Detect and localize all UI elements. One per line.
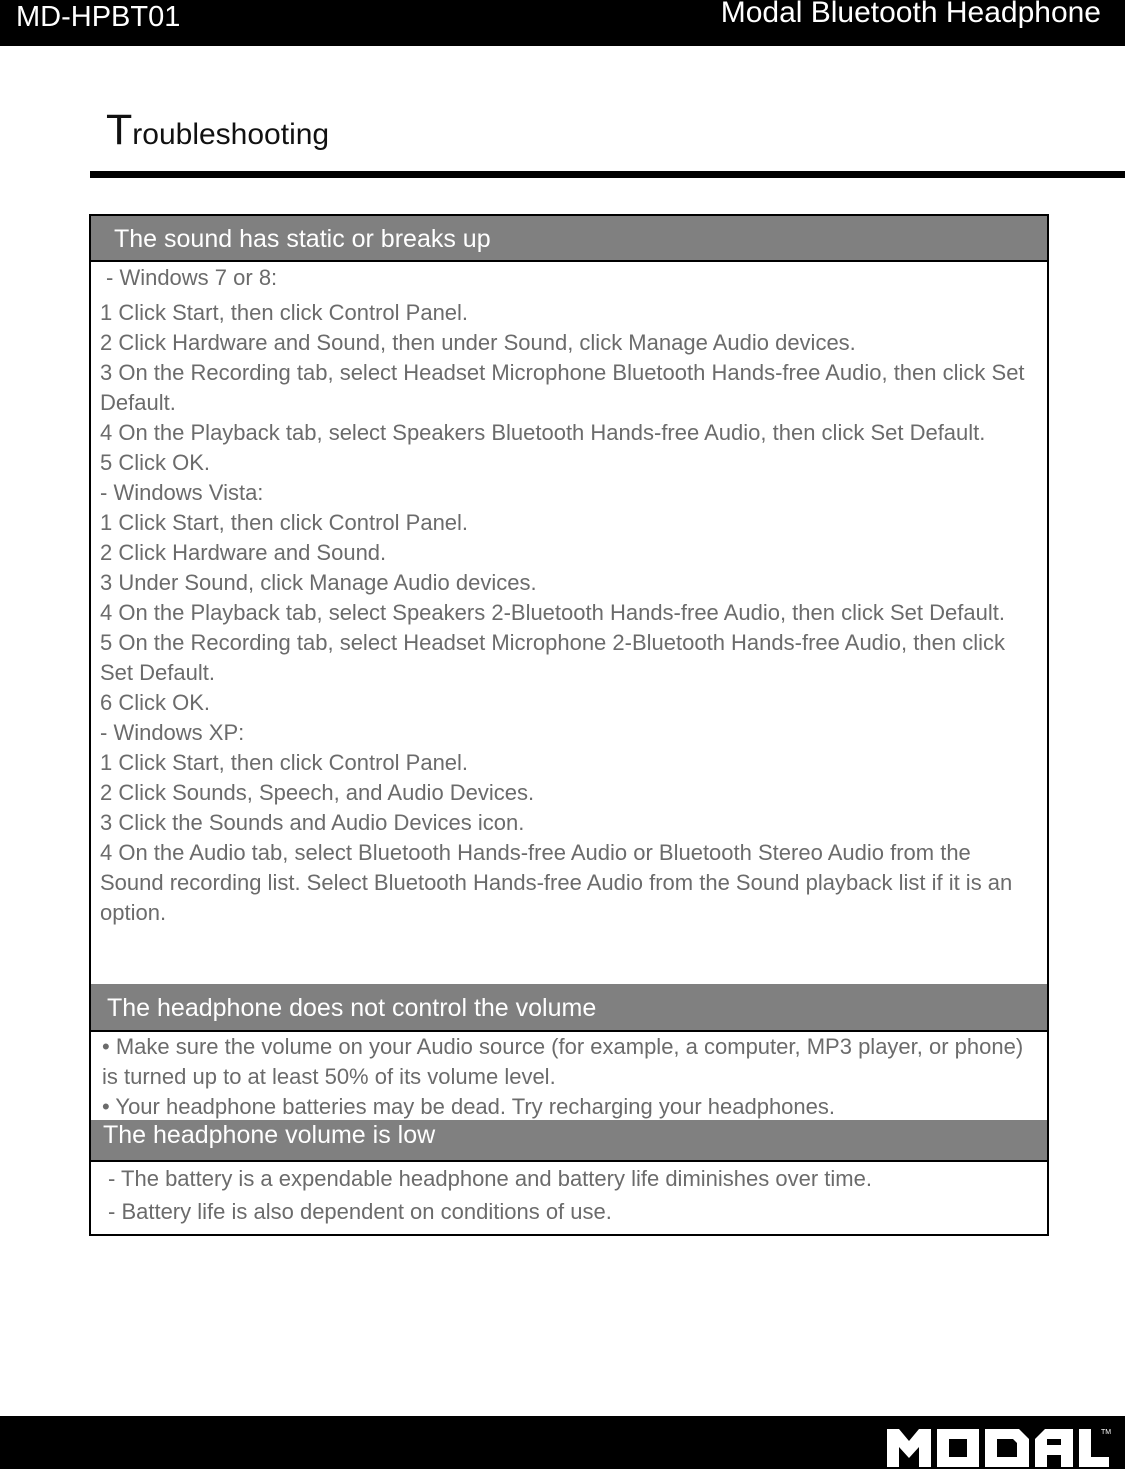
instruction-line: 3 On the Recording tab, select Headset Microphone Bluetooth Hands-free Audio, then click Set Default. [100,360,1025,415]
section-heading-static: The sound has static or breaks up [91,216,1047,262]
header-bar [0,0,1125,46]
instruction-line: - Windows Vista: [100,480,264,505]
page-title [106,108,329,157]
instruction-line: 4 On the Audio tab, select Bluetooth Hands-free Audio or Bluetooth Stereo Audio from the Sound recording list. Select Bluetooth Hands-free Audio from the Sound playback list if it is an option. [100,840,1013,925]
page-title-initial: T [106,106,133,154]
tip-line: - Battery life is also dependent on conditions of use. [108,1199,612,1224]
instruction-line: 4 On the Playback tab, select Speakers 2-Bluetooth Hands-free Audio, then click Set Default. [100,600,1005,625]
instruction-line: 2 Click Sounds, Speech, and Audio Devices. [100,780,535,805]
instruction-line: 5 On the Recording tab, select Headset Microphone 2-Bluetooth Hands-free Audio, then click Set Default. [100,630,1005,685]
troubleshooting-table [89,214,1049,1236]
instruction-line: 1 Click Start, then click Control Panel. [100,300,469,325]
instruction-line: 2 Click Hardware and Sound. [100,540,387,565]
title-rule [90,171,1125,178]
tip-line: • Your headphone batteries may be dead. Try recharging your headphones. [102,1094,835,1119]
instruction-line: 3 Click the Sounds and Audio Devices icon. [100,810,525,835]
product-name: Modal Bluetooth Headphone [720,0,1101,29]
instruction-line: - Windows 7 or 8: [106,265,278,290]
section-body-volume-low [91,1162,1047,1234]
instruction-line: 1 Click Start, then click Control Panel. [100,510,469,535]
footer-bar [0,1416,1125,1469]
section-heading-volume-control: The headphone does not control the volume [91,984,1047,1032]
trademark-mark: TM [1101,1429,1112,1436]
model-number: MD-HPBT01 [16,1,181,33]
section-body-volume-control [91,1032,1047,1120]
tip-line: - The battery is a expendable headphone and battery life diminishes over time. [108,1166,872,1191]
page-title-rest: roubleshooting [132,118,330,151]
section-body-static [91,262,1047,984]
instruction-line: 4 On the Playback tab, select Speakers Bluetooth Hands-free Audio, then click Set Default. [100,420,986,445]
instruction-line: 5 Click OK. [100,450,211,475]
instruction-line: 2 Click Hardware and Sound, then under Sound, click Manage Audio devices. [100,330,856,355]
instruction-line: - Windows XP: [100,720,245,745]
instruction-line: 1 Click Start, then click Control Panel. [100,750,469,775]
tip-line: • Make sure the volume on your Audio source (for example, a computer, MP3 player, or phone) is turned up to at least 50% of its volume level. [102,1034,1024,1089]
instruction-line: 6 Click OK. [100,690,211,715]
section-heading-volume-low: The headphone volume is low [91,1120,1047,1162]
instruction-line: 3 Under Sound, click Manage Audio devices. [100,570,537,595]
modal-logo-icon [885,1425,1117,1469]
